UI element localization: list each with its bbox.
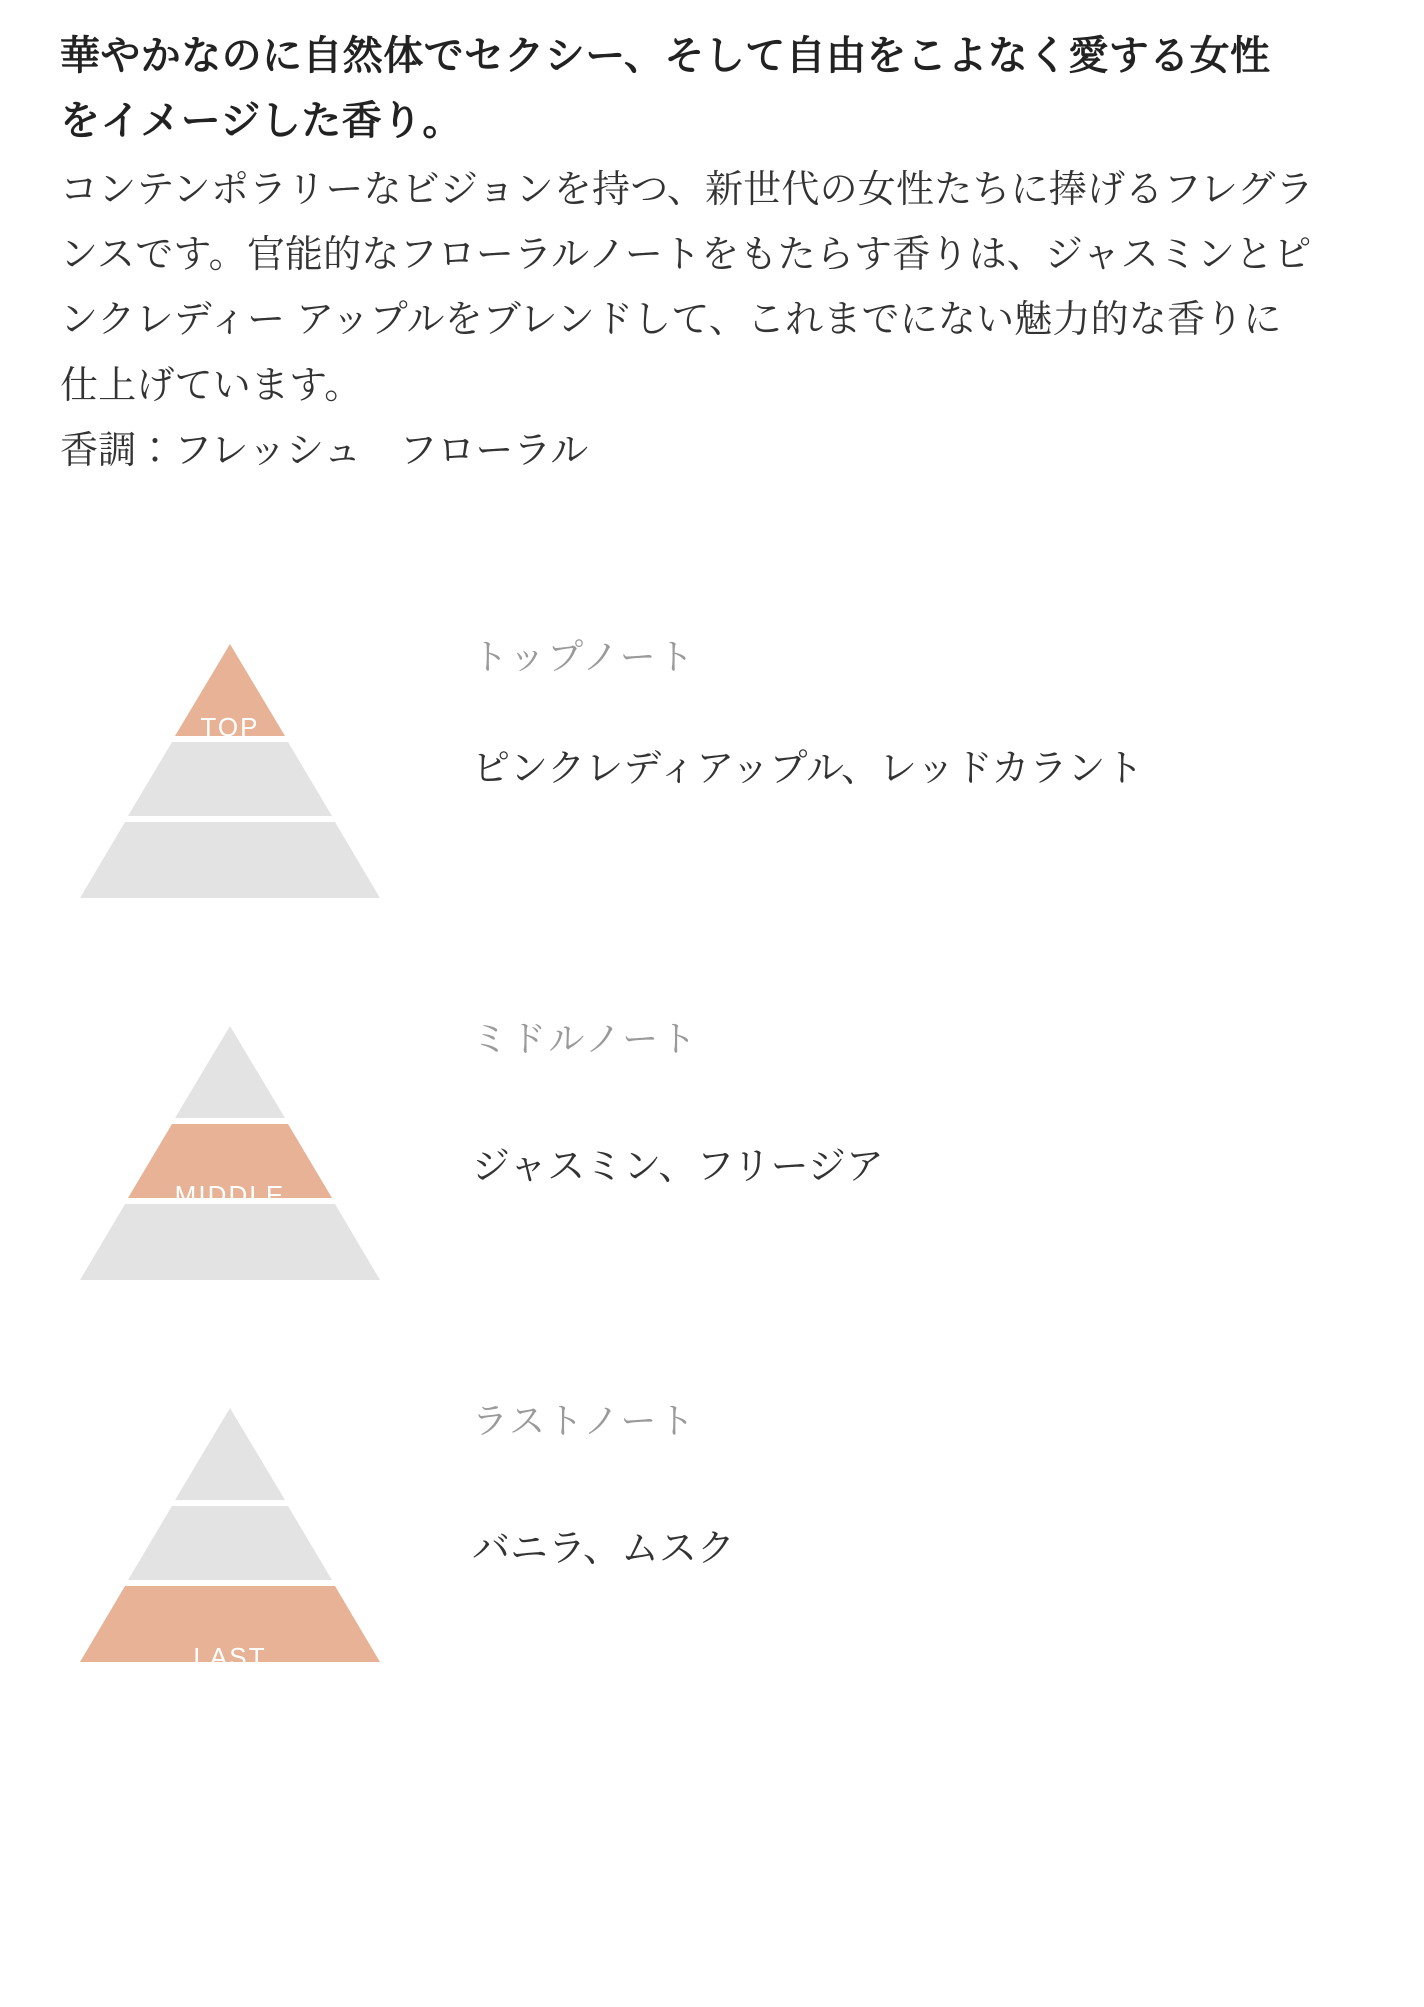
scent-tone-line: 香調：フレッシュ フローラル xyxy=(60,430,589,473)
pyramid-tier-label: MIDDLE xyxy=(174,1180,286,1211)
note-ingredients: ジャスミン、フリージア xyxy=(472,1146,884,1189)
pyramid-tier-label: LAST xyxy=(193,1642,267,1673)
note-text-block xyxy=(410,1388,1364,1580)
fragrance-notes-section xyxy=(60,624,1364,1684)
note-heading: ラストノート xyxy=(472,1400,697,1442)
pyramid-tier-label: TOP xyxy=(200,712,260,743)
note-ingredients: バニラ、ムスク xyxy=(472,1528,735,1571)
pyramid-last-active xyxy=(60,1388,410,1684)
note-heading: トップノート xyxy=(472,636,696,678)
note-heading: ミドルノート xyxy=(472,1018,699,1060)
pyramid-middle-active xyxy=(60,1006,410,1302)
note-text-block xyxy=(410,1006,1364,1198)
lead-paragraph: 華やかなのに自然体でセクシー、そして自由をこよなく愛する女性をイメージした香り。 xyxy=(60,34,1271,143)
description-paragraph: コンテンポラリーなビジョンを持つ、新世代の女性たちに捧げるフレグランスです。官能的なフローラルノートをもたらす香りは、ジャスミンとピンクレディー アップルをブレンドして、これまでにない魅力的な香りに仕上げています。 xyxy=(60,168,1314,407)
note-row xyxy=(60,1006,1364,1302)
note-row xyxy=(60,624,1364,920)
note-row xyxy=(60,1388,1364,1684)
note-ingredients: ピンクレディアップル、レッドカラント xyxy=(472,748,1144,791)
note-text-block xyxy=(410,624,1364,800)
pyramid-top-active xyxy=(60,624,410,920)
